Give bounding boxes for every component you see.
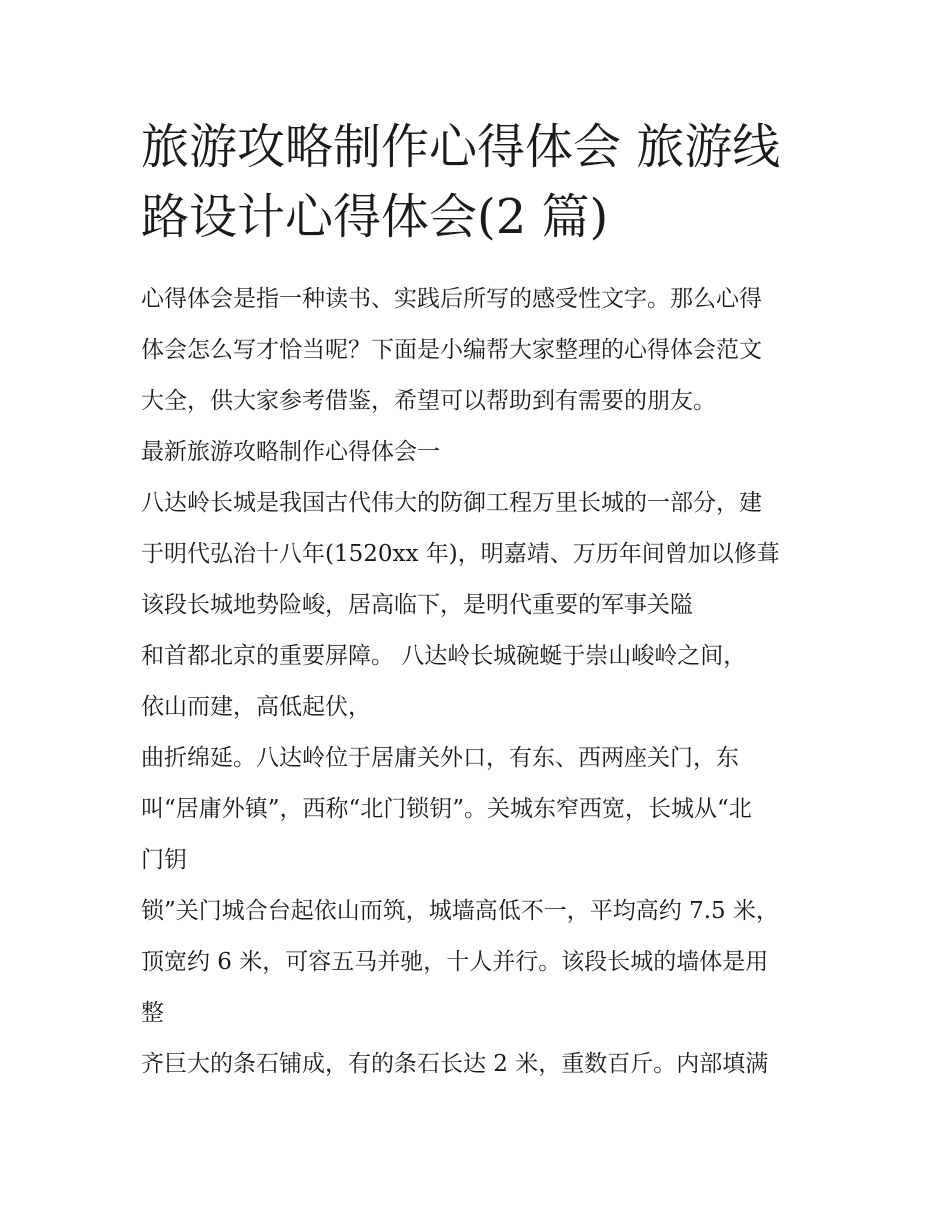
title-line-2: 路设计心得体会(2 篇) [141, 189, 609, 245]
document-title [141, 112, 821, 252]
body-line-10: 曲折绵延。八达岭位于居庸关外口，有东、西两座关门，东 [141, 745, 739, 771]
body-line-13: 锁”关门城合台起依山而筑，城墙高低不一，平均高约 7.5 米， [141, 898, 779, 924]
body-line-14: 顶宽约 6 米，可容五马并驰，十人并行。该段长城的墙体是用 [141, 949, 769, 975]
body-line-7: 该段长城地势险峻，居高临下，是明代重要的军事关隘 [141, 592, 693, 618]
body-line-6: 于明代弘治十八年(1520xx 年)，明嘉靖、万历年间曾加以修葺 [141, 541, 780, 567]
body-line-8: 和首都北京的重要屏障。 八达岭长城碗蜒于崇山峻岭之间， [141, 643, 747, 669]
body-line-3: 大全，供大家参考借鉴，希望可以帮助到有需要的朋友。 [141, 388, 716, 414]
document-page [141, 112, 821, 1090]
body-line-11: 叫“居庸外镇”，西称“北门锁钥”。关城东窄西宽，长城从“北 [141, 796, 752, 822]
body-line-16: 齐巨大的条石铺成，有的条石长达 2 米，重数百斤。内部填满 [141, 1051, 769, 1077]
body-line-2: 体会怎么写才恰当呢？下面是小编帮大家整理的心得体会范文 [141, 337, 762, 363]
body-line-15: 整 [141, 1000, 164, 1026]
body-line-1: 心得体会是指一种读书、实践后所写的感受性文字。那么心得 [141, 286, 762, 312]
section-heading: 最新旅游攻略制作心得体会一 [141, 439, 440, 465]
document-body [141, 274, 821, 1090]
body-line-12: 门钥 [141, 847, 187, 873]
body-line-9: 依山而建，高低起伏， [141, 694, 371, 720]
body-line-5: 八达岭长城是我国古代伟大的防御工程万里长城的一部分，建 [141, 490, 762, 516]
title-line-1: 旅游攻略制作心得体会 旅游线 [141, 119, 781, 175]
